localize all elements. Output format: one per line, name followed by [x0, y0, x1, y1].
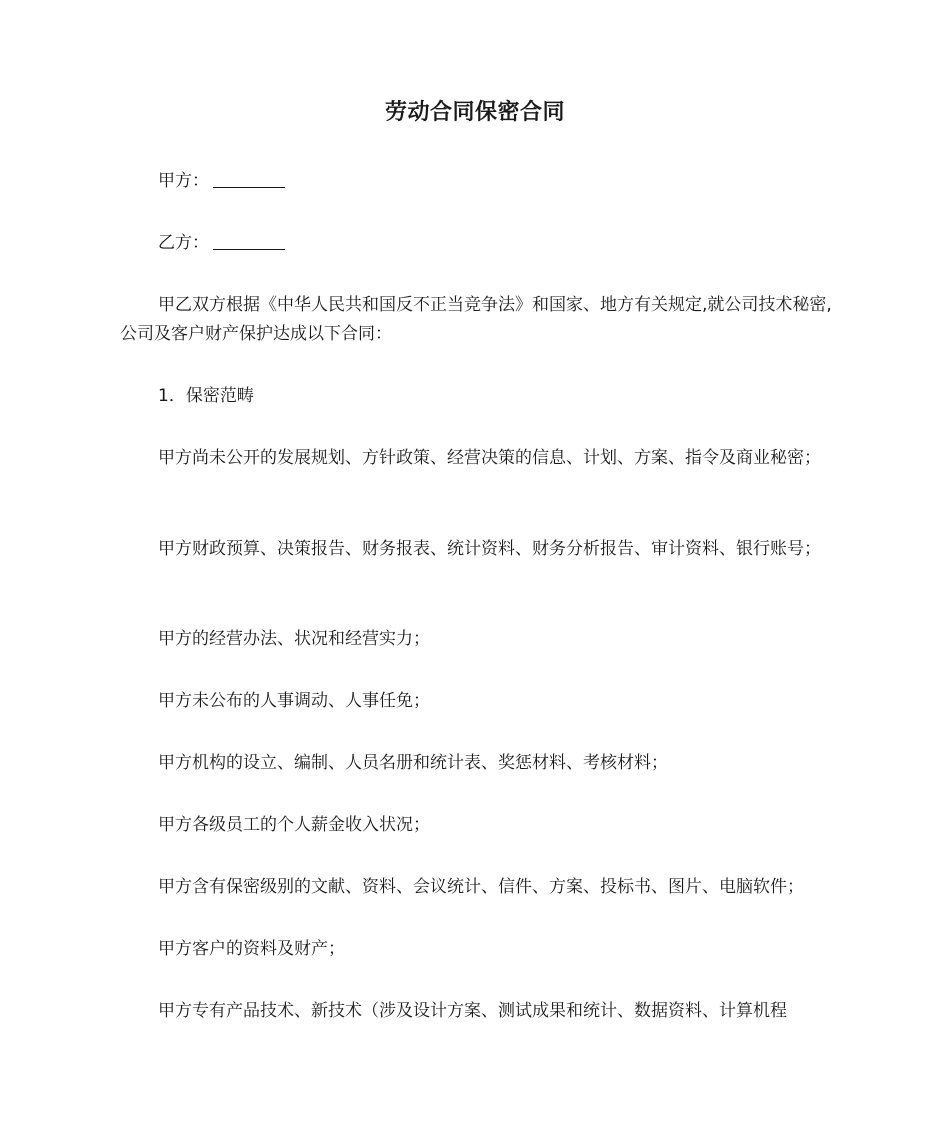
clause-paragraph: 甲方机构的设立、编制、人员名册和统计表、奖惩材料、考核材料； [158, 753, 668, 773]
clause-paragraph: 甲方的经营办法、状况和经营实力； [158, 629, 430, 649]
party-a-label: 甲方： [158, 171, 209, 191]
document-title: 劳动合同保密合同 [384, 100, 565, 125]
section-heading: 1．保密范畴 [158, 386, 254, 406]
party-b-blank [213, 231, 285, 250]
clause-paragraph: 甲方含有保密级别的文献、资料、会议统计、信件、方案、投标书、图片、电脑软件； [158, 877, 804, 897]
clause-paragraph: 甲方未公布的人事调动、人事任免； [158, 691, 430, 711]
clause-paragraph: 甲方各级员工的个人薪金收入状况； [158, 815, 430, 835]
party-b-label: 乙方： [158, 233, 209, 253]
clause-paragraph: 甲方尚未公开的发展规划、方针政策、经营决策的信息、计划、方案、指令及商业秘密； [158, 448, 821, 468]
party-a-line [120, 167, 832, 196]
clause-paragraph: 甲方财政预算、决策报告、财务报表、统计资料、财务分析报告、审计资料、银行账号； [158, 539, 821, 559]
party-a-blank [213, 169, 285, 188]
clause-paragraph: 甲方专有产品技术、新技术（涉及设计方案、测试成果和统计、数据资料、计算机程 [158, 1001, 787, 1021]
clause-paragraph: 甲方客户的资料及财产； [158, 939, 345, 959]
intro-paragraph: 甲乙双方根据《中华人民共和国反不正当竞争法》和国家、地方有关规定,就公司技术秘密,公司及客户财产保护达成以下合同： [120, 295, 832, 344]
party-b-line [120, 229, 832, 258]
